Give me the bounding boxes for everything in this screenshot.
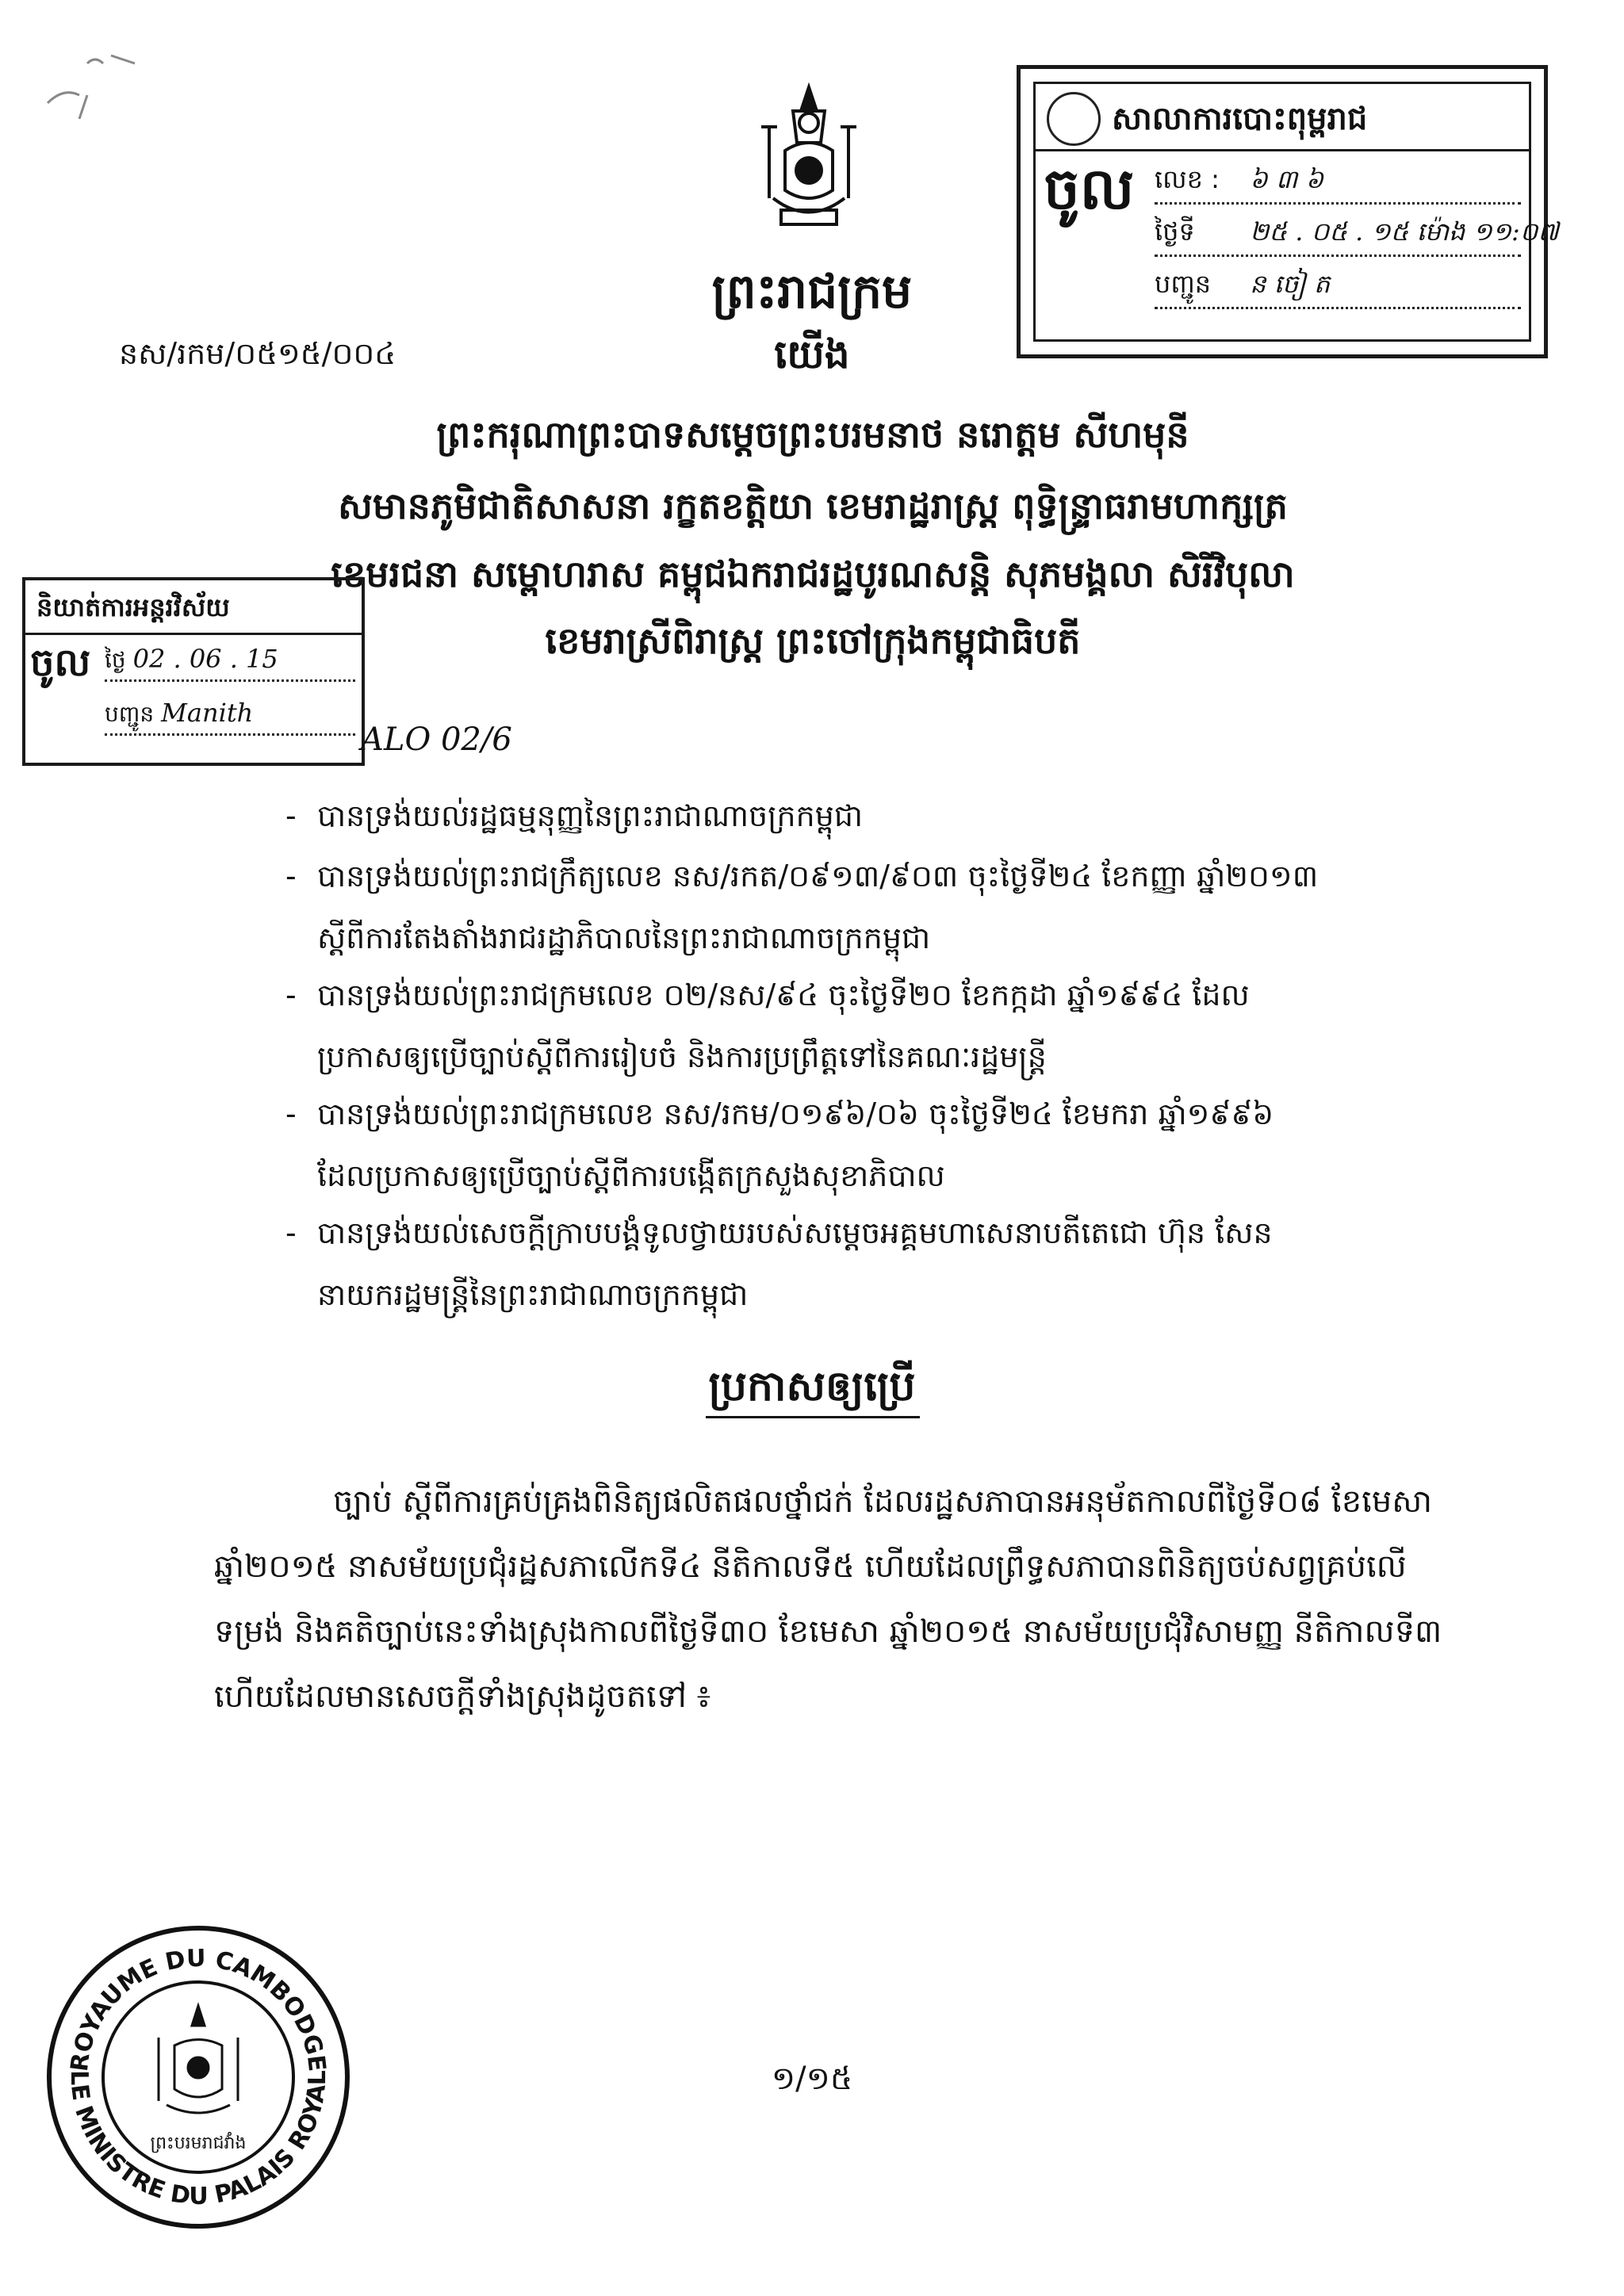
reference-line: បានទ្រង់យល់សេចក្តីក្រាបបង្គំទូលថ្វាយរបស់សម្តេចអគ្គមហាសេនាបតីតេជោ ហ៊ុន សែន xyxy=(317,1215,1273,1250)
body-line: ច្បាប់ ស្តីពីការគ្រប់គ្រងពិនិត្យផលិតផលថ្នាំជក់ ដែលរដ្ឋសភាបានអនុម័តកាលពីថ្ងៃទី០៨ ខែមេសា xyxy=(333,1483,1432,1520)
bullet-dash: - xyxy=(285,859,297,894)
handwritten-note: ALO 02/6 xyxy=(361,721,512,758)
registry-date-label: ថ្ងៃ xyxy=(105,647,126,673)
reference-item xyxy=(285,1202,1475,1326)
dotted-line xyxy=(105,733,355,736)
page-number: ១/១៥ xyxy=(771,2061,853,2097)
king-title-line-2: សមានភូមិជាតិសាសនា រក្ខតខត្តិយា ខេមរាដ្ឋរាស្ត្រ ពុទ្ធិន្ទ្រាធរាមហាក្សត្រ xyxy=(338,484,1288,527)
registry-send-value: Manith xyxy=(161,698,254,728)
king-title-line-3: ខេមរជនា សម្ពោហរាស គម្ពុជឯករាជរដ្ឋបូរណសន្តិ សុភមង្គលា សិរីវិបុលា xyxy=(331,553,1295,595)
registry-send-label: បញ្ជូន xyxy=(105,701,155,727)
document-number: នស/រកម/០៥១៥/០០៤ xyxy=(119,336,396,371)
receipt-stamp-title: សាលាការបោះពុម្ពរាជ xyxy=(1112,101,1368,137)
receipt-number-value: ៦ ៣ ៦ xyxy=(1250,164,1324,194)
reference-line: បានទ្រង់យល់ព្រះរាជក្រមលេខ នស/រកម/០១៩៦/០៦ ចុះថ្ងៃទី២៤ ខែមករា ឆ្នាំ១៩៩៦ xyxy=(317,1096,1274,1131)
cambodia-royal-coat-of-arms-icon xyxy=(737,79,880,238)
body-line: ឆ្នាំ២០១៥ នាសម័យប្រជុំរដ្ឋសភាលើកទី៤ នីតិកាលទី៥ ហើយដែលព្រឹទ្ធសភាបានពិនិត្យចប់សព្វគ្រប់លើ xyxy=(214,1548,1407,1585)
bullet-dash: - xyxy=(285,1215,297,1250)
we-heading: យើង xyxy=(774,331,850,377)
registry-stamp-title: និយាត់ការអន្តរវិស័យ xyxy=(36,592,230,622)
receipt-date-label: ថ្ងៃទី xyxy=(1155,216,1195,247)
seal-bottom-text: LE MINISTRE DU PALAIS ROYAL xyxy=(64,2070,332,2211)
reference-line: បានទ្រង់យល់ព្រះរាជក្រឹត្យលេខ នស/រកត/០៩១៣/៩០៣ ចុះថ្ងៃទី២៤ ខែកញ្ញា ឆ្នាំ២០១៣ xyxy=(317,859,1319,894)
registry-stamp-header xyxy=(25,580,362,635)
receipt-copy-label: បញ្ជូន xyxy=(1155,269,1212,299)
receipt-copy-value: ន ចៀ ត xyxy=(1250,269,1331,299)
reference-item xyxy=(285,785,1475,847)
receipt-stamp-big-label: ចូល xyxy=(1044,155,1135,222)
registry-date-row xyxy=(105,644,355,688)
seal-inner-text: ព្រះបរមរាជវាំង xyxy=(150,2133,247,2153)
reference-item xyxy=(285,964,1475,1088)
registry-stamp xyxy=(22,577,365,766)
dotted-line xyxy=(105,679,355,682)
registry-date-value: 02 . 06 . 15 xyxy=(132,644,278,674)
registry-send-row xyxy=(105,698,355,742)
reference-line: បានទ្រង់យល់ព្រះរាជក្រមលេខ ០២/នស/៩៤ ចុះថ្ងៃទី២០ ខែកក្កដា ឆ្នាំ១៩៩៤ ដែល xyxy=(317,978,1250,1012)
promulgate-heading: ប្រកាសឲ្យប្រើ xyxy=(708,1363,916,1410)
reference-line: ស្តីពីការតែងតាំងរាជរដ្ឋាភិបាលនៃព្រះរាជាណាចក្រកម្ពុជា xyxy=(317,920,931,955)
bullet-dash: - xyxy=(285,978,297,1012)
bullet-dash: - xyxy=(285,798,297,833)
king-title-line-1: ព្រះករុណាព្រះបាទសម្តេចព្រះបរមនាថ នរោត្តម សីហមុនី xyxy=(436,413,1189,456)
document-title: ព្រះរាជក្រម xyxy=(711,264,913,320)
dotted-line xyxy=(1155,202,1521,205)
receipt-number-label: លេខ : xyxy=(1155,164,1220,194)
receipt-date-value: ២៥ . ០៥ . ១៥ ម៉ោង ១១:០៧ xyxy=(1250,216,1559,247)
reference-item xyxy=(285,845,1475,969)
body-line: ហើយដែលមានសេចក្តីទាំងស្រុងដូចតទៅ ៖ xyxy=(214,1678,711,1715)
bullet-dash: - xyxy=(285,1096,297,1131)
body-line: ទម្រង់ និងគតិច្បាប់នេះទាំងស្រុងកាលពីថ្ងៃទី៣០ ខែមេសា ឆ្នាំ២០១៥ នាសម័យប្រជុំវិសាមញ្ញ នីតិកាលទី៣ xyxy=(214,1613,1442,1650)
receipt-date-row xyxy=(1155,216,1559,263)
reference-line: ប្រកាសឲ្យប្រើច្បាប់ស្តីពីការរៀបចំ និងការប្រព្រឹត្តទៅនៃគណៈរដ្ឋមន្ត្រី xyxy=(317,1039,1047,1074)
reference-item xyxy=(285,1083,1475,1207)
corner-scribble-mark xyxy=(32,32,174,119)
stamp-logo-icon xyxy=(1047,92,1101,146)
receipt-stamp-header xyxy=(1036,84,1529,151)
receipt-number-row xyxy=(1155,163,1521,211)
registry-stamp-big-label: ចូល xyxy=(30,641,91,685)
seal-top-text: ROYAUME DU CAMBODGE xyxy=(65,1944,331,2073)
heading-underline xyxy=(706,1416,920,1418)
dotted-line xyxy=(1155,254,1521,257)
king-title-line-4: ខេមរាស្រីពិរាស្ត្រ ព្រះចៅក្រុងកម្ពុជាធិបតី xyxy=(545,619,1081,662)
reference-line: ដែលប្រកាសឲ្យប្រើច្បាប់ស្តីពីការបង្កើតក្រសួងសុខាភិបាល xyxy=(317,1158,945,1193)
reference-line: នាយករដ្ឋមន្ត្រីនៃព្រះរាជាណាចក្រកម្ពុជា xyxy=(317,1277,749,1312)
reference-line: បានទ្រង់យល់រដ្ឋធម្មនុញ្ញនៃព្រះរាជាណាចក្រកម្ពុជា xyxy=(317,798,864,833)
